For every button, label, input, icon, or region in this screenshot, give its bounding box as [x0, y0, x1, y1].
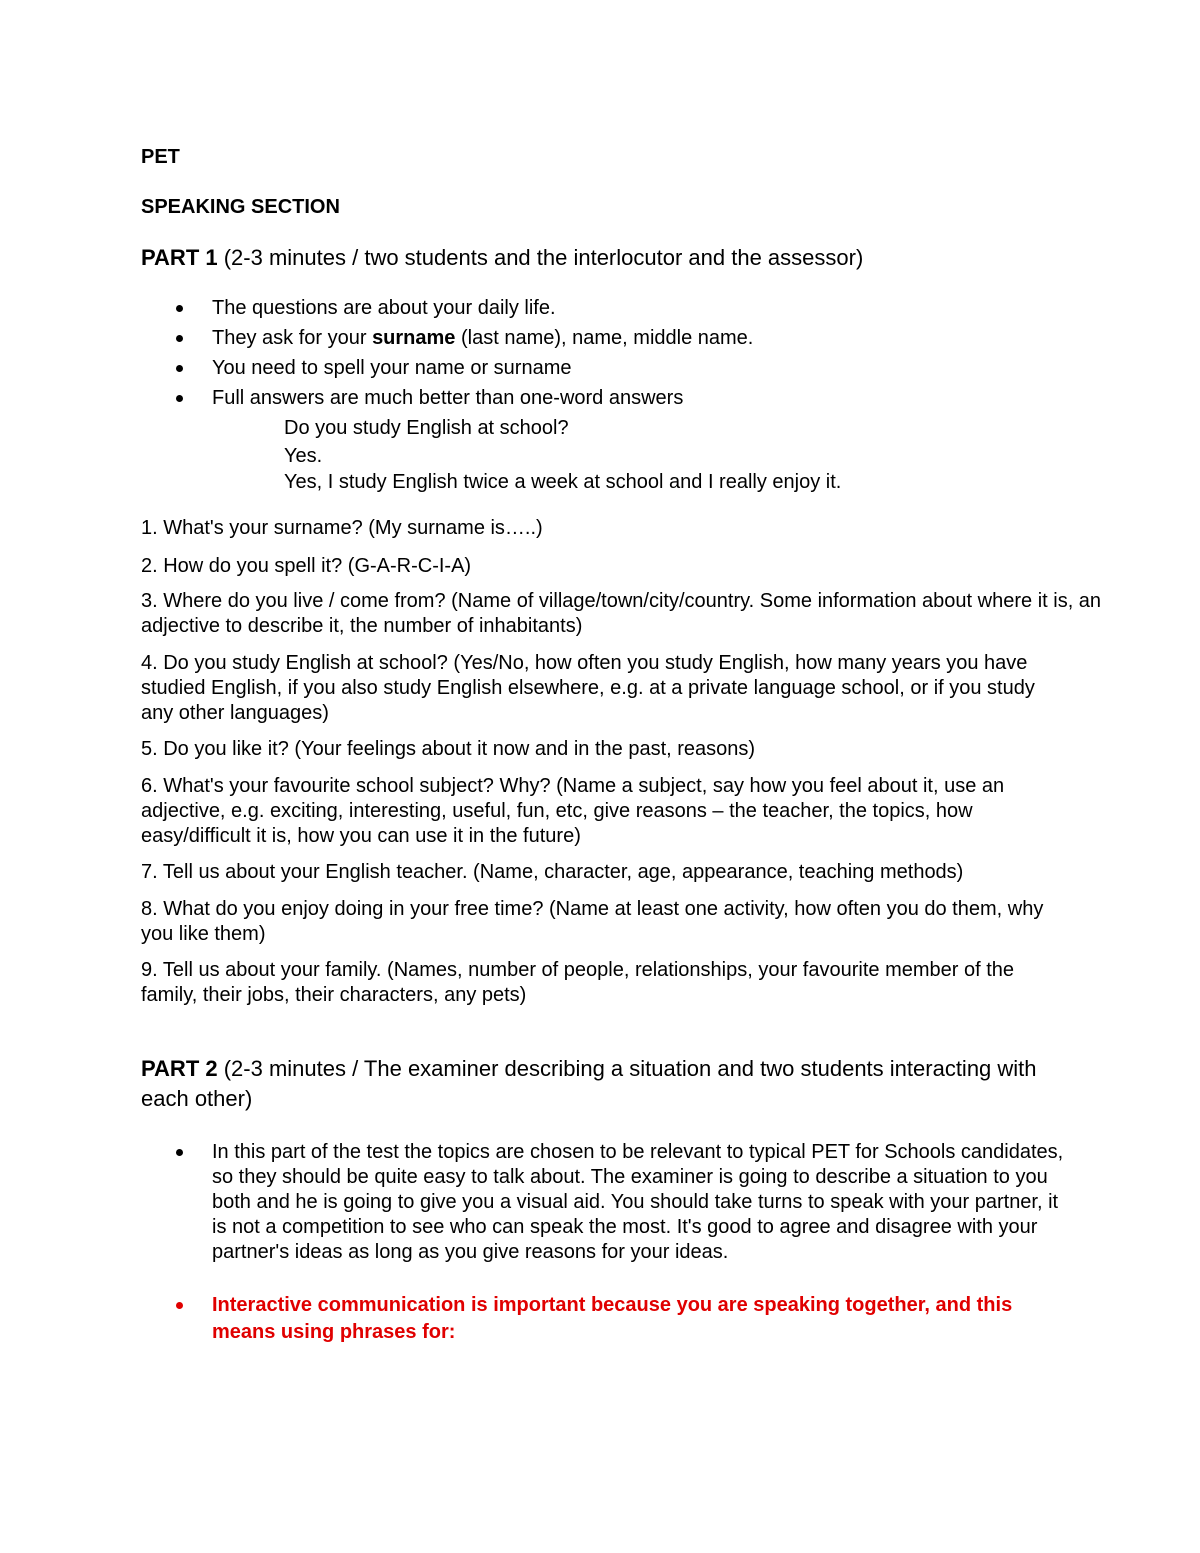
part2-desc-line-1: (2-3 minutes / The examiner describing a situation and two students interacting with — [217, 1056, 1037, 1081]
part1-desc: (2-3 minutes / two students and the interlocutor and the assessor) — [217, 245, 864, 270]
example-line-2: Yes. — [284, 445, 323, 467]
part2-desc-line-2: each other) — [141, 1086, 253, 1111]
question-2: 2. How do you spell it? (G-A-R-C-I-A) — [141, 555, 472, 577]
bullet-icon — [176, 395, 183, 402]
question-4-line-2: studied English, if you also study English elsewhere, e.g. at a private language school, or if you study — [141, 677, 1035, 699]
question-3-line-1: 3. Where do you live / come from? (Name of village/town/city/country. Some information about where it is, an — [141, 590, 1102, 612]
question-9-line-2: family, their jobs, their characters, any pets) — [141, 984, 527, 1006]
part1-heading — [141, 243, 863, 273]
part2-bullet-1-line-4: is not a competition to see who can speak the most. It's good to agree and disagree with your — [212, 1216, 1038, 1238]
question-6-line-2: adjective, e.g. exciting, interesting, useful, fun, etc, give reasons – the teacher, the topics, how — [141, 800, 973, 822]
question-5: 5. Do you like it? (Your feelings about it now and in the past, reasons) — [141, 738, 756, 760]
question-8-line-2: you like them) — [141, 923, 266, 945]
part1-bullet-4: Full answers are much better than one-word answers — [212, 387, 684, 409]
part1-bullet-1: The questions are about your daily life. — [212, 297, 556, 319]
part1-bullet-3: You need to spell your name or surname — [212, 357, 572, 379]
question-4-line-3: any other languages) — [141, 702, 329, 724]
part2-heading — [141, 1054, 1037, 1084]
part2-bullet-2-line-2: means using phrases for: — [212, 1321, 456, 1343]
part2-bullet-1-line-2: so they should be quite easy to talk about. The examiner is going to describe a situation to you — [212, 1166, 1048, 1188]
part2-bullet-1-line-5: partner's ideas as long as you give reasons for your ideas. — [212, 1241, 729, 1263]
part2-bullet-1-line-1: In this part of the test the topics are chosen to be relevant to typical PET for Schools candidates, — [212, 1141, 1064, 1163]
part2-bullet-2-line-1: Interactive communication is important because you are speaking together, and this — [212, 1294, 1013, 1316]
doc-title: PET — [141, 146, 180, 168]
red-bullet-icon — [176, 1302, 183, 1309]
part1-bullet-2 — [212, 326, 753, 350]
bullet-icon — [176, 335, 183, 342]
bullet-icon — [176, 1149, 183, 1156]
part2-bullet-1-line-3: both and he is going to give you a visual aid. You should take turns to speak with your partner, it — [212, 1191, 1059, 1213]
question-8-line-1: 8. What do you enjoy doing in your free time? (Name at least one activity, how often you do them, why — [141, 898, 1044, 920]
example-line-3: Yes, I study English twice a week at school and I really enjoy it. — [284, 471, 842, 493]
question-6-line-3: easy/difficult it is, how you can use it in the future) — [141, 825, 581, 847]
bullet-2-rest: (last name), name, middle name. — [455, 327, 754, 349]
question-7: 7. Tell us about your English teacher. (Name, character, age, appearance, teaching methods) — [141, 861, 964, 883]
section-heading: SPEAKING SECTION — [141, 196, 340, 218]
bullet-2-prefix: They ask for your — [212, 327, 373, 349]
question-3-line-2: adjective to describe it, the number of inhabitants) — [141, 615, 583, 637]
example-line-1: Do you study English at school? — [284, 417, 569, 439]
bullet-icon — [176, 365, 183, 372]
part2-label: PART 2 — [141, 1056, 218, 1081]
part1-label: PART 1 — [141, 245, 218, 270]
question-4-line-1: 4. Do you study English at school? (Yes/No, how often you study English, how many years you have — [141, 652, 1028, 674]
question-1: 1. What's your surname? (My surname is…..) — [141, 517, 543, 539]
bullet-2-bold: surname — [372, 327, 456, 349]
bullet-icon — [176, 305, 183, 312]
question-6-line-1: 6. What's your favourite school subject? Why? (Name a subject, say how you feel about it, use an — [141, 775, 1005, 797]
question-9-line-1: 9. Tell us about your family. (Names, number of people, relationships, your favourite member of the — [141, 959, 1015, 981]
